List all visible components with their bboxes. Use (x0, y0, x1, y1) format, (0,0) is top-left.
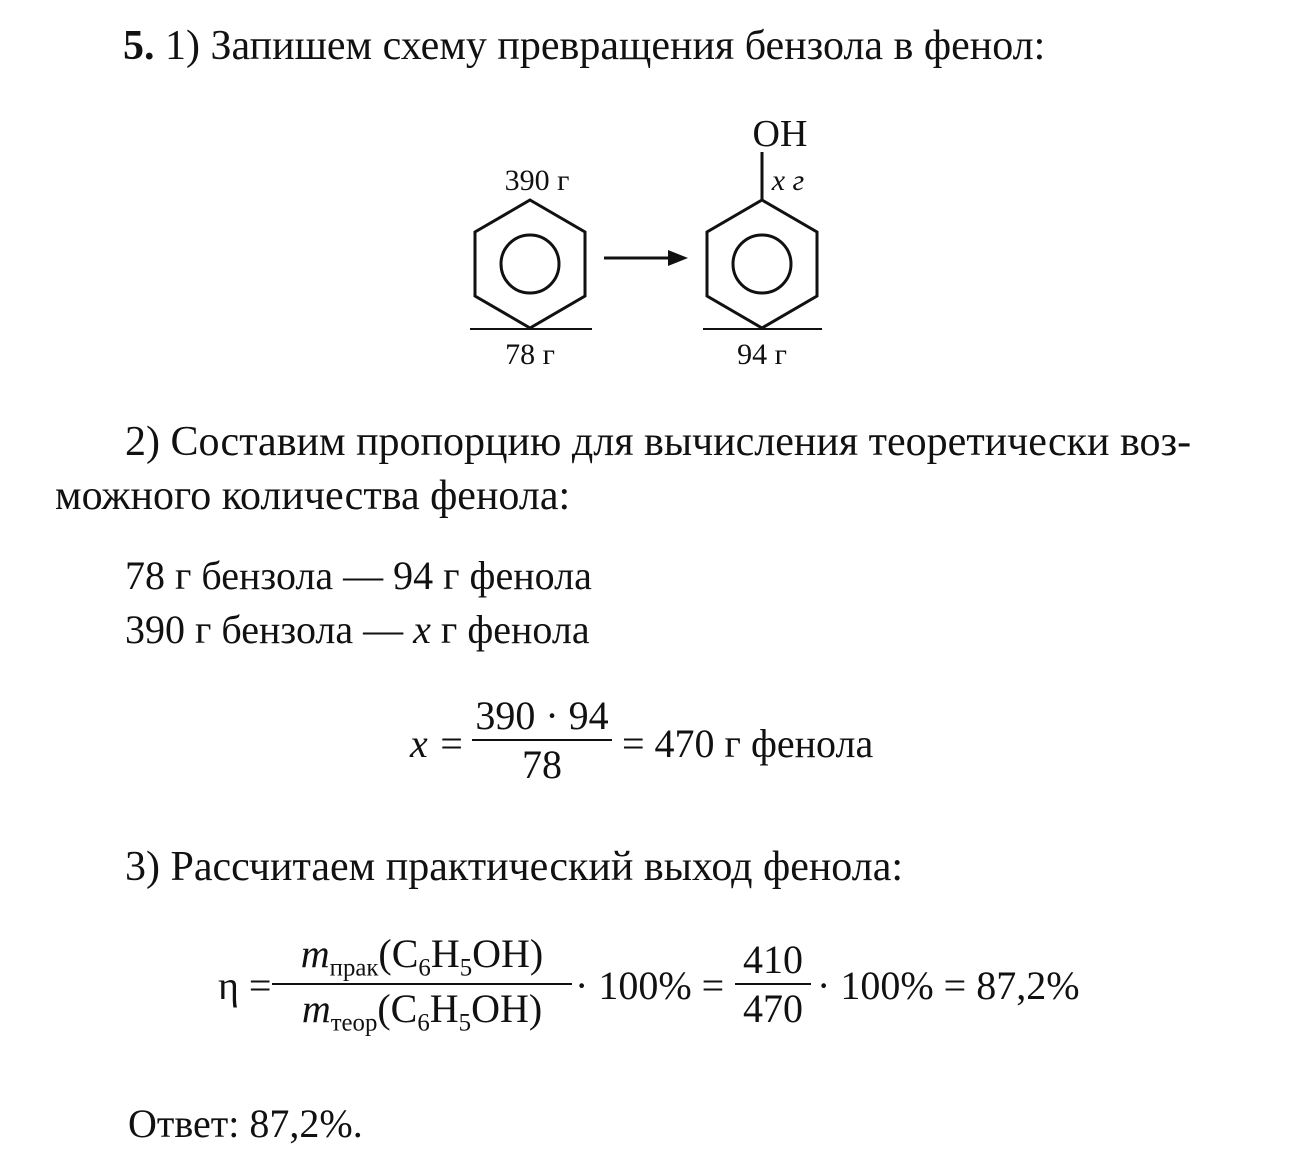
reaction-scheme (0, 0, 1300, 400)
benzene-mass-label: 390 г (504, 164, 570, 197)
proportion-line-1: 78 г бензола — 94 г фенола (125, 553, 592, 598)
benzene-ring (475, 200, 585, 328)
sub-teor: теор (330, 1009, 378, 1037)
calc-numerator: 390 · 94 (475, 693, 609, 738)
yield-result: · 100% = 87,2% (817, 963, 1080, 1008)
calc-result: = 470 г фенола (622, 721, 874, 766)
yield-numerator: $m_{прак}(C_6H_5OH)$ (300, 931, 544, 982)
proportion2-prefix: 390 г бензола — (125, 607, 414, 652)
yield-denominator: $m_{теор}(C_6H_5OH)$ (301, 985, 543, 1037)
value-numerator: 410 (743, 937, 803, 982)
sub-prak: прак (329, 954, 379, 982)
calc-fraction (472, 692, 612, 788)
step2-line2: можного количества фенола: (55, 473, 571, 519)
calc-lhs-text: x = (410, 721, 465, 766)
benzene-molar-mass: 78 г (505, 338, 555, 371)
proportion-line-2 (125, 606, 590, 653)
eta-lhs: η = (218, 963, 272, 1008)
phenol-mass-label: x г (771, 164, 805, 197)
answer: Ответ: 87,2%. (128, 1101, 363, 1146)
calc-lhs (410, 720, 465, 767)
proportion2-var: x (413, 607, 431, 652)
problem-number: 5. (123, 23, 155, 69)
phenol-oh-group: OH (752, 113, 808, 155)
value-denominator: 470 (743, 986, 803, 1031)
proportion2-suffix: г фенола (430, 607, 590, 652)
yield-fraction (272, 930, 572, 1037)
step1-text: 1) Запишем схему превращения бензола в фенол: (165, 23, 1046, 69)
calc-denominator: 78 (522, 742, 562, 787)
value-fraction (735, 936, 811, 1032)
phenol-molar-mass: 94 г (737, 338, 787, 371)
step2-line1: 2) Составим пропорцию для вычисления теоретически воз- (125, 419, 1192, 465)
reaction-arrow (604, 250, 688, 266)
times-100-a: · 100% = (575, 963, 725, 1008)
step3-text: 3) Рассчитаем практический выход фенола: (125, 844, 904, 890)
